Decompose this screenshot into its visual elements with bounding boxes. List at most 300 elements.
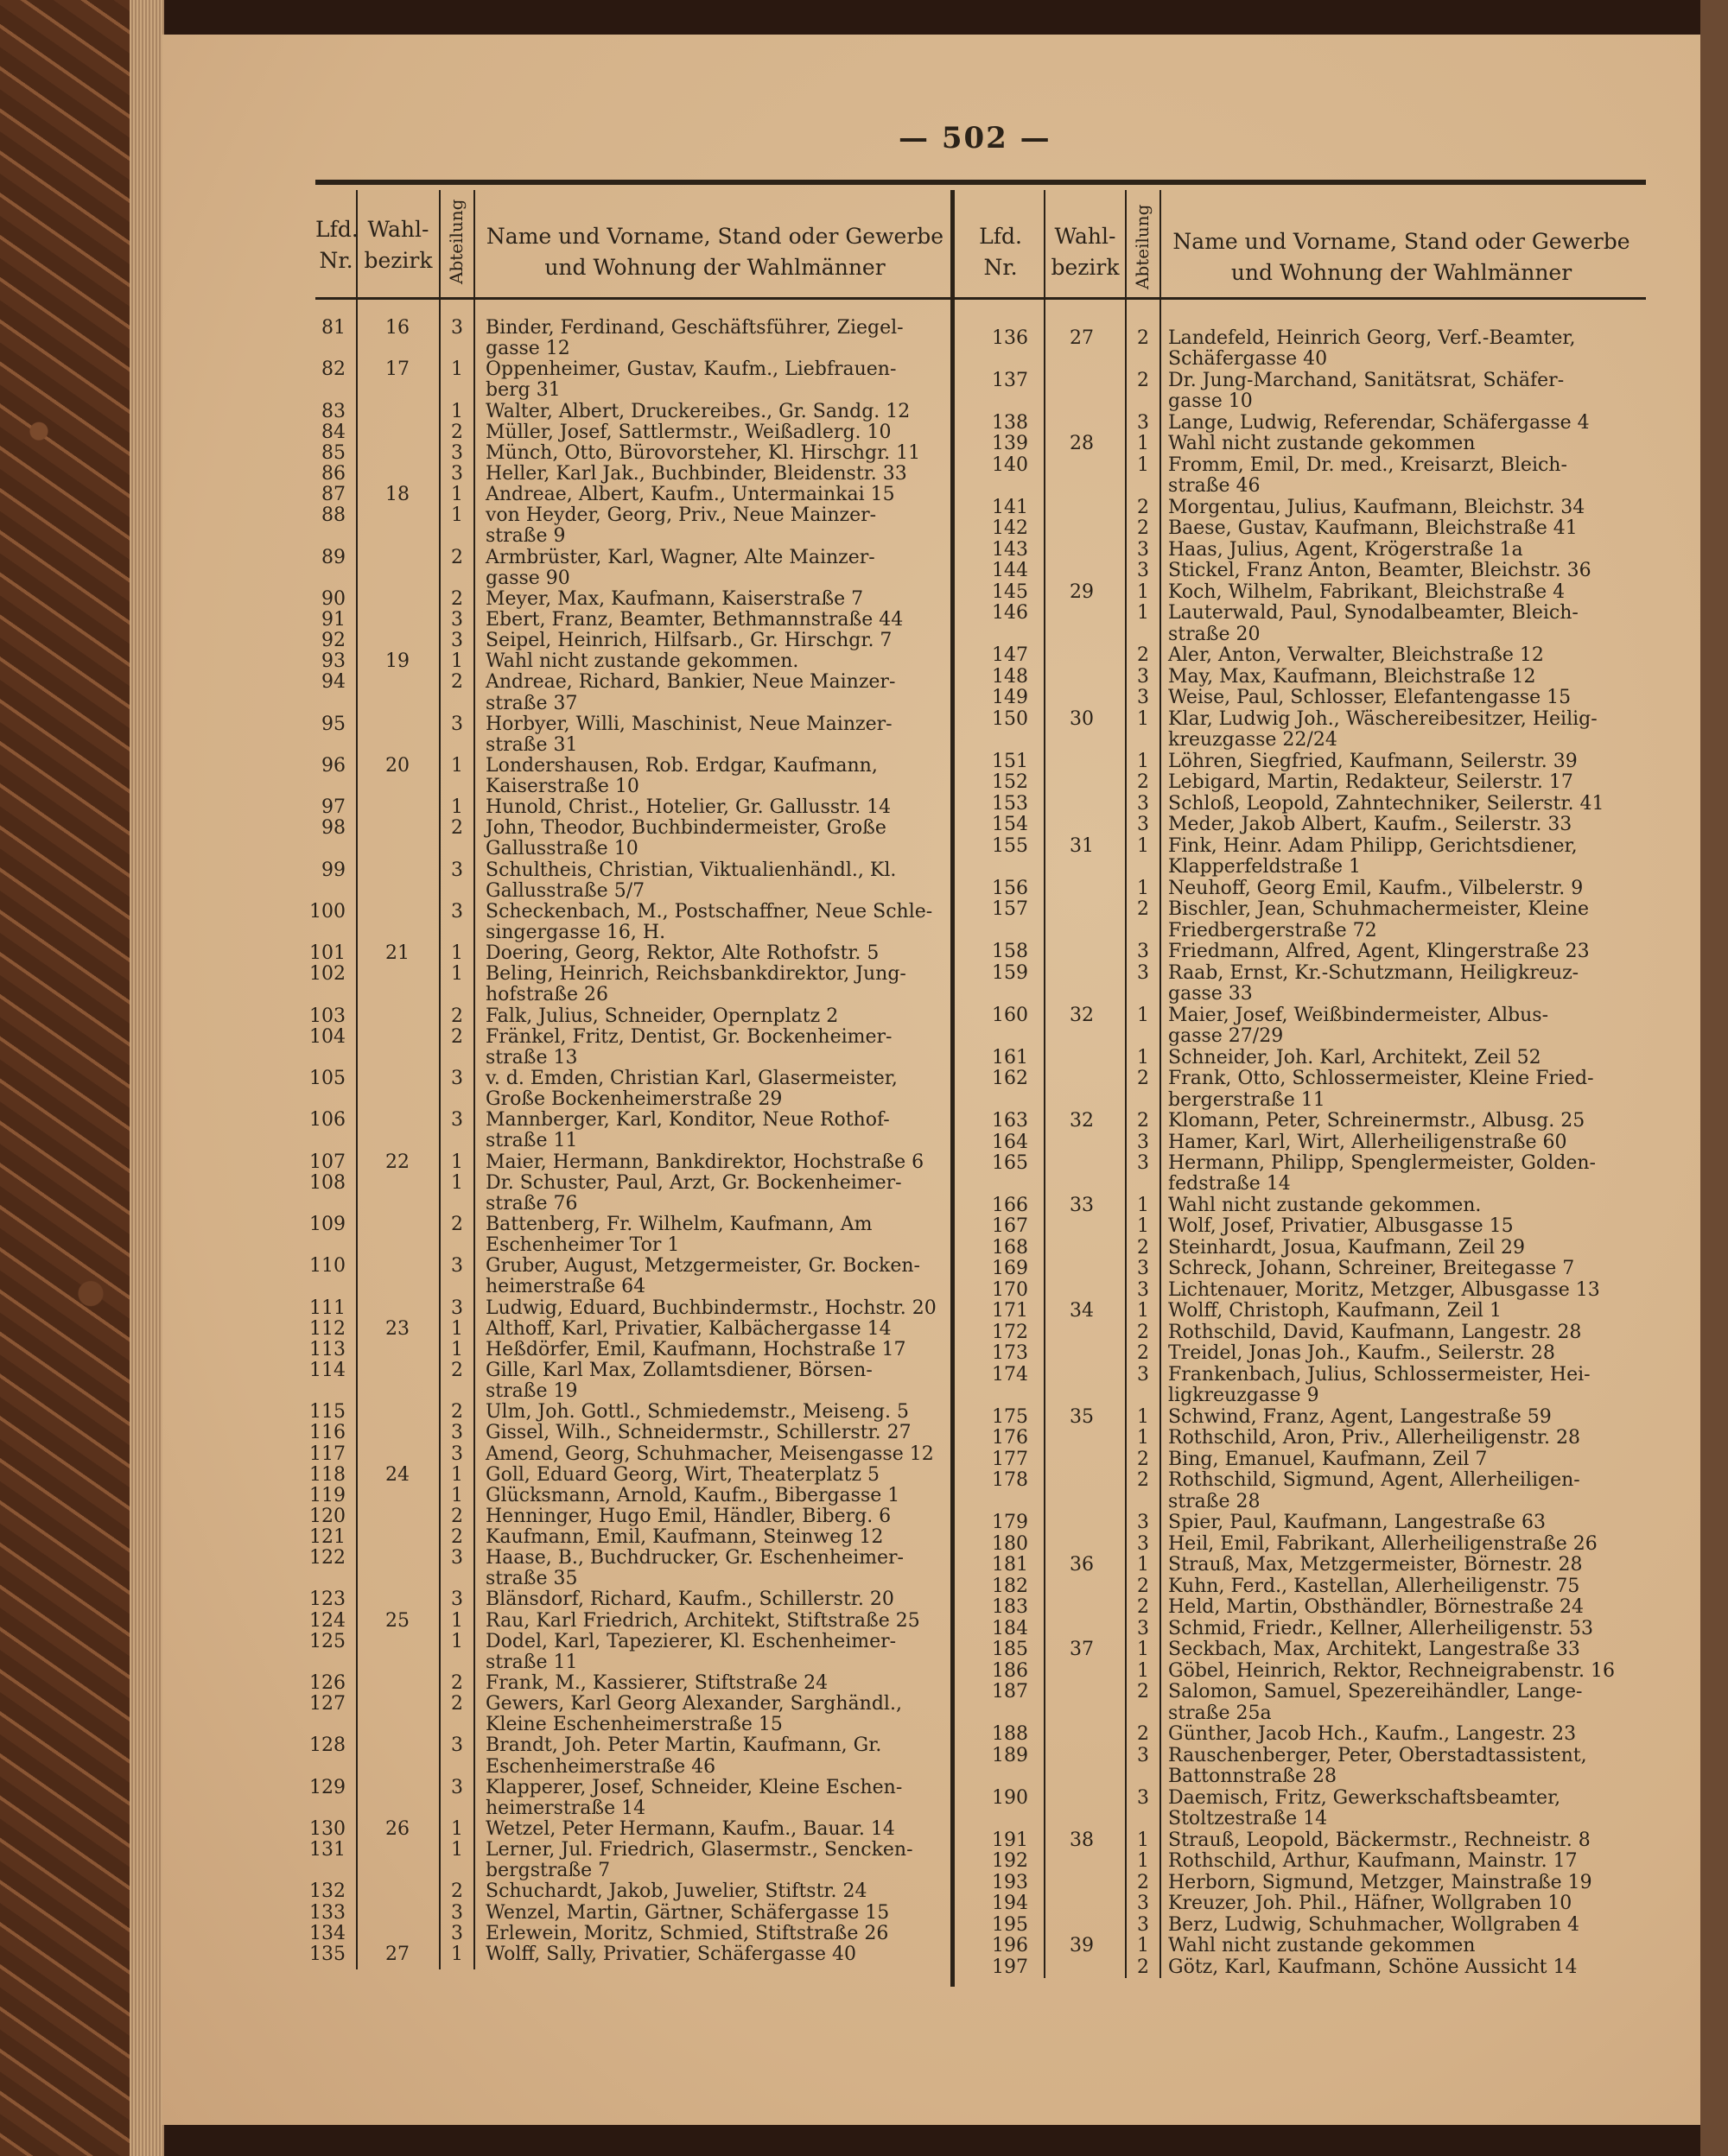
cell-name: Binder, Ferdinand, Geschäftsführer, Ziegel-	[486, 317, 904, 339]
cell-name: Haase, B., Buchdrucker, Gr. Eschenheimer-	[486, 1547, 904, 1569]
header-name: Name und Vorname, Stand oder Gewerbe und Wohnung der Wahlmänner	[1172, 229, 1630, 285]
cell-abteilung: 3	[451, 441, 463, 464]
cell-name: Gille, Karl Max, Zollamtsdiener, Börsen-	[486, 1359, 873, 1381]
cell-abteilung: 2	[451, 1505, 463, 1527]
cell-lfd: 124	[309, 1609, 346, 1632]
cell-lfd: 156	[992, 877, 1028, 899]
table-row	[0, 1449, 1728, 1470]
cell-lfd: 183	[992, 1596, 1028, 1619]
table-row	[0, 1259, 1728, 1279]
cell-name: straße 37	[486, 692, 578, 714]
cell-lfd: 136	[992, 327, 1028, 349]
cell-name: gasse 33	[1168, 983, 1253, 1005]
cell-name: Heller, Karl Jak., Buchbinder, Bleidenstr. 33	[486, 462, 907, 485]
cell-lfd: 151	[992, 750, 1028, 772]
table-row	[0, 1619, 1728, 1639]
table-row	[0, 1192, 1728, 1216]
table-row	[0, 1682, 1728, 1703]
table-row	[0, 540, 1728, 561]
table-row	[0, 1661, 1728, 1682]
table-row	[0, 1746, 1728, 1766]
cell-name: Amend, Georg, Schuhmacher, Meisengasse 12	[486, 1443, 934, 1465]
cell-lfd: 139	[992, 433, 1028, 455]
cell-name: Armbrüster, Karl, Wagner, Alte Mainzer-	[486, 546, 875, 568]
cell-name: Wahl nicht zustande gekommen	[1168, 433, 1476, 455]
cell-lfd: 181	[992, 1554, 1028, 1576]
table-top-rule	[315, 180, 1646, 185]
cell-abteilung: 2	[1137, 496, 1149, 518]
cell-wahlbezirk: 35	[1070, 1405, 1094, 1428]
table-row	[0, 1343, 1728, 1364]
cell-abteilung: 2	[1137, 1110, 1149, 1132]
cell-name: Held, Martin, Obsthändler, Börnestraße 24	[1168, 1596, 1585, 1619]
cell-name: Rothschild, Arthur, Kaufmann, Mainstr. 17	[1168, 1850, 1578, 1873]
cell-abteilung: 3	[1137, 1617, 1149, 1639]
cell-abteilung: 2	[451, 1213, 463, 1235]
cell-lfd: 147	[992, 644, 1028, 667]
cell-name: straße 20	[1168, 623, 1261, 645]
cell-wahlbezirk: 27	[385, 1943, 410, 1965]
cell-lfd: 120	[309, 1505, 346, 1527]
cell-name: straße 19	[486, 1380, 578, 1403]
cell-name: Rothschild, Aron, Priv., Allerheiligenstr. 28	[1168, 1427, 1580, 1449]
table-row	[0, 688, 1728, 708]
cell-abteilung: 2	[1137, 771, 1149, 794]
cell-name: Rothschild, Sigmund, Agent, Allerheiligen-	[1168, 1469, 1580, 1492]
table-row	[0, 857, 1728, 878]
cell-name: Gewers, Karl Georg Alexander, Sarghändl.,	[486, 1693, 902, 1715]
cell-name: Hunold, Christ., Hotelier, Gr. Gallusstr. 14	[486, 796, 892, 819]
cell-name: Wolff, Christoph, Kaufmann, Zeil 1	[1168, 1300, 1502, 1322]
table-row	[0, 391, 1728, 412]
table-row	[0, 921, 1728, 942]
cell-lfd: 177	[992, 1448, 1028, 1470]
cell-lfd: 179	[992, 1512, 1028, 1534]
cell-name: gasse 10	[1168, 390, 1253, 413]
cell-wahlbezirk: 21	[385, 942, 410, 965]
cell-wahlbezirk: 25	[385, 1609, 410, 1632]
cell-abteilung: 1	[1137, 1659, 1149, 1682]
cell-wahlbezirk: 39	[1070, 1935, 1094, 1957]
cell-name: Gallusstraße 5/7	[486, 879, 645, 902]
cell-lfd: 81	[321, 317, 346, 339]
cell-name: Ulm, Joh. Gottl., Schmiedemstr., Meiseng. 5	[486, 1401, 909, 1424]
cell-abteilung: 1	[451, 1609, 463, 1632]
cell-name: Fink, Heinr. Adam Philipp, Gerichtsdiener,	[1168, 834, 1578, 857]
cell-abteilung: 1	[1137, 1215, 1149, 1238]
table-row	[0, 561, 1728, 581]
cell-lfd: 154	[992, 814, 1028, 836]
cell-abteilung: 2	[451, 421, 463, 443]
cell-abteilung: 3	[451, 1588, 463, 1611]
cell-wahlbezirk: 36	[1070, 1554, 1094, 1576]
header-name: Name und Vorname, Stand oder Gewerbe und Wohnung der Wahlmänner	[486, 224, 944, 280]
cell-lfd: 182	[992, 1575, 1028, 1597]
cell-name: Wetzel, Peter Hermann, Kaufm., Bauar. 14	[486, 1818, 895, 1841]
table-row	[0, 603, 1728, 624]
cell-lfd: 113	[309, 1338, 346, 1360]
cell-wahlbezirk: 34	[1070, 1300, 1094, 1322]
table-row	[0, 730, 1728, 751]
cell-lfd: 111	[309, 1297, 346, 1319]
cell-name: Strauß, Leopold, Bäckermstr., Rechneistr. 8	[1168, 1829, 1591, 1851]
cell-name: v. d. Emden, Christian Karl, Glasermeister,	[486, 1068, 898, 1089]
cell-name: Stickel, Franz Anton, Beamter, Bleichstr. 36	[1168, 560, 1591, 582]
cell-lfd: 142	[992, 517, 1028, 540]
cell-lfd: 101	[309, 942, 346, 965]
table-row	[0, 1280, 1728, 1301]
cell-name: Battonnstraße 28	[1168, 1766, 1337, 1788]
cell-abteilung: 2	[1137, 1596, 1149, 1619]
table-row	[0, 1026, 1728, 1047]
table-row	[0, 794, 1728, 815]
cell-lfd: 191	[992, 1829, 1028, 1851]
cell-name: Strauß, Max, Metzgermeister, Börnestr. 28	[1168, 1554, 1583, 1576]
cell-abteilung: 3	[1137, 1744, 1149, 1766]
cell-lfd: 165	[992, 1152, 1028, 1174]
cell-name: straße 76	[486, 1192, 578, 1214]
table-row	[0, 1171, 1728, 1195]
table-row	[0, 1153, 1728, 1174]
cell-name: Londershausen, Rob. Erdgar, Kaufmann,	[486, 754, 878, 777]
cell-abteilung: 2	[451, 671, 463, 694]
table-row	[0, 1809, 1728, 1829]
cell-lfd: 180	[992, 1532, 1028, 1555]
cell-name: Wahl nicht zustande gekommen.	[486, 650, 799, 673]
cell-abteilung: 3	[1137, 1131, 1149, 1153]
cell-abteilung: 2	[451, 1880, 463, 1903]
cell-abteilung: 1	[451, 1839, 463, 1861]
cell-abteilung: 3	[1137, 1512, 1149, 1534]
cell-lfd: 89	[321, 546, 346, 568]
cell-abteilung: 3	[451, 713, 463, 735]
cell-name: straße 46	[1168, 475, 1261, 498]
cell-lfd: 115	[309, 1401, 346, 1424]
cell-abteilung: 1	[451, 796, 463, 819]
cell-lfd: 112	[309, 1317, 346, 1340]
cell-abteilung: 1	[451, 963, 463, 986]
cell-name: Stoltzestraße 14	[1168, 1808, 1328, 1830]
cell-lfd: 114	[309, 1359, 346, 1381]
cell-name: Wahl nicht zustande gekommen.	[1168, 1194, 1482, 1216]
cell-lfd: 193	[992, 1871, 1028, 1893]
cell-name: singergasse 16, H.	[486, 922, 666, 944]
cell-abteilung: 2	[451, 1401, 463, 1424]
table-row	[0, 1322, 1728, 1343]
cell-abteilung: 1	[1137, 580, 1149, 603]
cell-abteilung: 2	[1137, 1236, 1149, 1259]
table-row	[0, 1788, 1728, 1809]
cell-name: Aler, Anton, Verwalter, Bleichstraße 12	[1168, 644, 1544, 667]
cell-name: Ebert, Franz, Beamter, Bethmannstraße 44	[486, 608, 904, 631]
cell-lfd: 194	[992, 1893, 1028, 1915]
table-row	[0, 625, 1728, 645]
cell-abteilung: 2	[451, 1025, 463, 1048]
cell-lfd: 197	[992, 1956, 1028, 1978]
cell-abteilung: 1	[451, 1338, 463, 1360]
cell-lfd: 176	[992, 1427, 1028, 1449]
cell-name: Kreuzer, Joh. Phil., Häfner, Wollgraben 10	[1168, 1893, 1572, 1915]
cell-wahlbezirk: 17	[385, 358, 410, 381]
cell-name: Landefeld, Heinrich Georg, Verf.-Beamter,	[1168, 327, 1576, 349]
cell-abteilung: 3	[1137, 961, 1149, 984]
cell-wahlbezirk: 30	[1070, 707, 1094, 730]
cell-name: Maier, Josef, Weißbindermeister, Albus-	[1168, 1004, 1549, 1026]
cell-name: Schreck, Johann, Schreiner, Breitegasse 7	[1168, 1258, 1575, 1280]
cell-name: bergstraße 7	[486, 1860, 611, 1882]
table-row	[0, 498, 1728, 518]
cell-abteilung: 3	[1137, 1532, 1149, 1555]
header-abteilung: Abteilung	[446, 199, 467, 285]
table-row	[0, 455, 1728, 476]
table-row	[0, 751, 1728, 772]
cell-name: Lauterwald, Paul, Synodalbeamter, Bleich-	[1168, 602, 1579, 625]
cell-name: Frank, M., Kassierer, Stiftstraße 24	[486, 1672, 829, 1695]
cell-lfd: 125	[309, 1630, 346, 1652]
cell-name: Heil, Emil, Fabrikant, Allerheiligenstraße 26	[1168, 1532, 1598, 1555]
cell-lfd: 159	[992, 961, 1028, 984]
cell-name: Lichtenauer, Moritz, Metzger, Albusgasse 13	[1168, 1278, 1600, 1301]
cell-name: straße 13	[486, 1046, 578, 1068]
cell-name: Neuhoff, Georg Emil, Kaufm., Vilbelerstr. 9	[1168, 877, 1584, 899]
cell-wahlbezirk: 37	[1070, 1639, 1094, 1661]
cell-name: Klomann, Peter, Schreinermstr., Albusg. 25	[1168, 1110, 1585, 1132]
cell-lfd: 145	[992, 580, 1028, 603]
cell-name: Lerner, Jul. Friedrich, Glasermstr., Sencken-	[486, 1839, 913, 1861]
cell-lfd: 99	[321, 859, 346, 881]
cell-name: fedstraße 14	[1168, 1173, 1291, 1195]
table-row	[0, 1428, 1728, 1449]
cell-lfd: 170	[992, 1278, 1028, 1301]
cell-abteilung: 3	[1137, 1913, 1149, 1936]
cell-lfd: 169	[992, 1258, 1028, 1280]
cell-abteilung: 1	[451, 1943, 463, 1965]
cell-abteilung: 1	[451, 1171, 463, 1194]
cell-abteilung: 1	[1137, 1405, 1149, 1428]
cell-abteilung: 3	[1137, 538, 1149, 561]
cell-wahlbezirk: 32	[1070, 1110, 1094, 1132]
cell-lfd: 185	[992, 1639, 1028, 1661]
cell-lfd: 87	[321, 484, 346, 506]
cell-abteilung: 2	[1137, 898, 1149, 921]
table-row	[0, 1766, 1728, 1787]
table-row	[0, 1576, 1728, 1597]
cell-abteilung: 3	[1137, 1786, 1149, 1809]
cell-name: Blänsdorf, Richard, Kaufm., Schillerstr. 20	[486, 1588, 894, 1611]
cell-abteilung: 1	[1137, 1300, 1149, 1322]
cell-abteilung: 1	[1137, 602, 1149, 625]
cell-name: Eschenheimer Tor 1	[486, 1234, 680, 1257]
cell-lfd: 108	[309, 1171, 346, 1194]
cell-lfd: 94	[321, 671, 346, 694]
table-row	[0, 772, 1728, 793]
table-row	[0, 963, 1728, 984]
cell-abteilung: 3	[451, 1901, 463, 1924]
table-row	[0, 476, 1728, 497]
cell-name: Steinhardt, Josua, Kaufmann, Zeil 29	[1168, 1236, 1526, 1259]
cell-name: Schwind, Franz, Agent, Langestraße 59	[1168, 1405, 1552, 1428]
cell-name: Frank, Otto, Schlossermeister, Kleine Fried-	[1168, 1068, 1594, 1090]
cell-name: Dodel, Karl, Tapezierer, Kl. Eschenheimer-	[486, 1630, 897, 1652]
cell-name: Göbel, Heinrich, Rektor, Rechneigrabenstr. 16	[1168, 1659, 1615, 1682]
cell-name: Rau, Karl Friedrich, Architekt, Stiftstraße 25	[486, 1609, 920, 1632]
cell-abteilung: 1	[451, 484, 463, 506]
cell-name: Andreae, Albert, Kaufm., Untermainkai 15	[486, 484, 895, 506]
cell-abteilung: 3	[1137, 814, 1149, 836]
table-row	[0, 518, 1728, 539]
cell-lfd: 173	[992, 1342, 1028, 1365]
cell-name: Andreae, Richard, Bankier, Neue Mainzer-	[486, 671, 896, 694]
cell-abteilung: 2	[1137, 1068, 1149, 1090]
cell-lfd: 162	[992, 1068, 1028, 1090]
cell-name: Ludwig, Eduard, Buchbindermstr., Hochstr. 20	[486, 1297, 937, 1319]
table-row	[0, 1512, 1728, 1533]
cell-lfd: 184	[992, 1617, 1028, 1639]
cell-abteilung: 1	[1137, 1829, 1149, 1851]
table-row	[0, 1957, 1728, 1978]
cell-abteilung: 1	[451, 650, 463, 673]
cell-abteilung: 3	[451, 317, 463, 339]
cell-name: Kaiserstraße 10	[486, 776, 639, 798]
cell-name: Seipel, Heinrich, Hilfsarb., Gr. Hirschgr. 7	[486, 630, 893, 652]
cell-abteilung: 2	[451, 1359, 463, 1381]
table-row	[0, 1639, 1728, 1660]
cell-lfd: 109	[309, 1213, 346, 1235]
table-row	[0, 371, 1728, 391]
cell-lfd: 149	[992, 687, 1028, 709]
table-row	[0, 434, 1728, 454]
table-row	[0, 1893, 1728, 1914]
table-row	[0, 1068, 1728, 1089]
cell-lfd: 92	[321, 630, 346, 652]
cell-wahlbezirk: 32	[1070, 1004, 1094, 1026]
table-row	[0, 1048, 1728, 1068]
table-row	[0, 582, 1728, 603]
cell-name: Günther, Jacob Hch., Kaufm., Langestr. 23	[1168, 1723, 1577, 1746]
cell-abteilung: 1	[1137, 1639, 1149, 1661]
cell-lfd: 133	[309, 1901, 346, 1924]
cell-wahlbezirk: 38	[1070, 1829, 1094, 1851]
cell-lfd: 188	[992, 1723, 1028, 1746]
cell-name: Dr. Jung-Marchand, Sanitätsrat, Schäfer-	[1168, 369, 1565, 391]
table-row	[0, 1213, 1728, 1238]
cell-name: berg 31	[486, 379, 561, 402]
cell-abteilung: 1	[451, 400, 463, 422]
cell-abteilung: 3	[1137, 411, 1149, 434]
cell-name: Morgentau, Julius, Kaufmann, Bleichstr. 34	[1168, 496, 1585, 518]
cell-lfd: 116	[309, 1422, 346, 1444]
cell-name: Heßdörfer, Emil, Kaufmann, Hochstraße 17	[486, 1338, 906, 1360]
table-row	[0, 1555, 1728, 1576]
table-row	[0, 1301, 1728, 1322]
table-row	[0, 1724, 1728, 1745]
table-row	[0, 1005, 1728, 1026]
cell-abteilung: 2	[451, 817, 463, 840]
cell-lfd: 110	[309, 1255, 346, 1278]
table-row	[0, 1238, 1728, 1259]
table-row	[0, 1851, 1728, 1872]
cell-lfd: 122	[309, 1547, 346, 1569]
cell-abteilung: 3	[451, 462, 463, 485]
page-number: — 502 —	[899, 121, 1051, 155]
cell-abteilung: 1	[451, 504, 463, 527]
table-row	[0, 328, 1728, 349]
cell-abteilung: 3	[1137, 687, 1149, 709]
cell-name: Bischler, Jean, Schuhmachermeister, Kleine	[1168, 898, 1590, 921]
cell-name: Friedmann, Alfred, Agent, Klingerstraße 23	[1168, 941, 1590, 963]
cell-name: Meder, Jakob Albert, Kaufm., Seilerstr. 33	[1168, 814, 1572, 836]
cell-abteilung: 1	[451, 1818, 463, 1841]
cell-abteilung: 3	[1137, 941, 1149, 963]
cell-lfd: 93	[321, 650, 346, 673]
cell-wahlbezirk: 26	[385, 1818, 410, 1841]
cell-name: Berz, Ludwig, Schuhmacher, Wollgraben 4	[1168, 1913, 1579, 1936]
table-row	[0, 1873, 1728, 1893]
cell-lfd: 82	[321, 358, 346, 381]
cell-name: straße 25a	[1168, 1702, 1272, 1724]
cell-name: John, Theodor, Buchbindermeister, Große	[486, 817, 886, 840]
table-row	[0, 1470, 1728, 1491]
cell-lfd: 103	[309, 1005, 346, 1027]
table-row	[0, 834, 1728, 860]
cell-abteilung: 2	[1137, 644, 1149, 667]
cell-lfd: 121	[309, 1526, 346, 1549]
cell-abteilung: 1	[451, 1317, 463, 1340]
cell-lfd: 123	[309, 1588, 346, 1611]
cell-lfd: 129	[309, 1776, 346, 1798]
cell-name: Doering, Georg, Rektor, Alte Rothofstr. 5	[486, 942, 880, 965]
cell-abteilung: 2	[1137, 1321, 1149, 1343]
cell-wahlbezirk: 27	[1070, 327, 1094, 349]
cell-name: Glücksmann, Arnold, Kaufm., Bibergasse 1	[486, 1484, 900, 1506]
table-row	[0, 941, 1728, 965]
table-row	[0, 1703, 1728, 1724]
cell-lfd: 150	[992, 707, 1028, 730]
cell-abteilung: 3	[451, 1297, 463, 1319]
table-row	[0, 1365, 1728, 1386]
cell-name: Herborn, Sigmund, Metzger, Mainstraße 19	[1168, 1871, 1592, 1893]
cell-abteilung: 2	[1137, 327, 1149, 349]
header-lfd: Lfd. Nr.	[979, 224, 1022, 280]
table-row	[0, 1090, 1728, 1111]
cell-abteilung: 2	[1137, 517, 1149, 540]
cell-lfd: 85	[321, 441, 346, 464]
cell-abteilung: 1	[451, 1151, 463, 1173]
cell-name: Wolf, Josef, Privatier, Albusgasse 15	[1168, 1215, 1514, 1238]
cell-name: bergerstraße 11	[1168, 1088, 1325, 1111]
cell-lfd: 160	[992, 1004, 1028, 1026]
cell-abteilung: 3	[451, 608, 463, 631]
cell-name: straße 11	[486, 1651, 578, 1673]
cell-name: Gissel, Wilh., Schneidermstr., Schillerstr. 27	[486, 1422, 912, 1444]
cell-lfd: 88	[321, 504, 346, 527]
cell-name: Oppenheimer, Gustav, Kaufm., Liebfrauen-	[486, 358, 897, 381]
cell-name: heimerstraße 14	[486, 1797, 646, 1819]
cell-name: Friedbergerstraße 72	[1168, 919, 1377, 942]
cell-name: Spier, Paul, Kaufmann, Langestraße 63	[1168, 1512, 1547, 1534]
cell-name: Schmid, Friedr., Kellner, Allerheiligenstr. 53	[1168, 1617, 1594, 1639]
cell-abteilung: 1	[1137, 433, 1149, 455]
cell-lfd: 135	[309, 1943, 346, 1965]
cell-name: Eschenheimerstraße 46	[486, 1755, 716, 1778]
cell-abteilung: 1	[451, 754, 463, 777]
cell-lfd: 102	[309, 963, 346, 986]
cell-lfd: 137	[992, 369, 1028, 391]
table-row	[0, 667, 1728, 688]
cell-name: Rothschild, David, Kaufmann, Langestr. 28	[1168, 1321, 1582, 1343]
table-row	[0, 815, 1728, 835]
cell-lfd: 105	[309, 1068, 346, 1089]
